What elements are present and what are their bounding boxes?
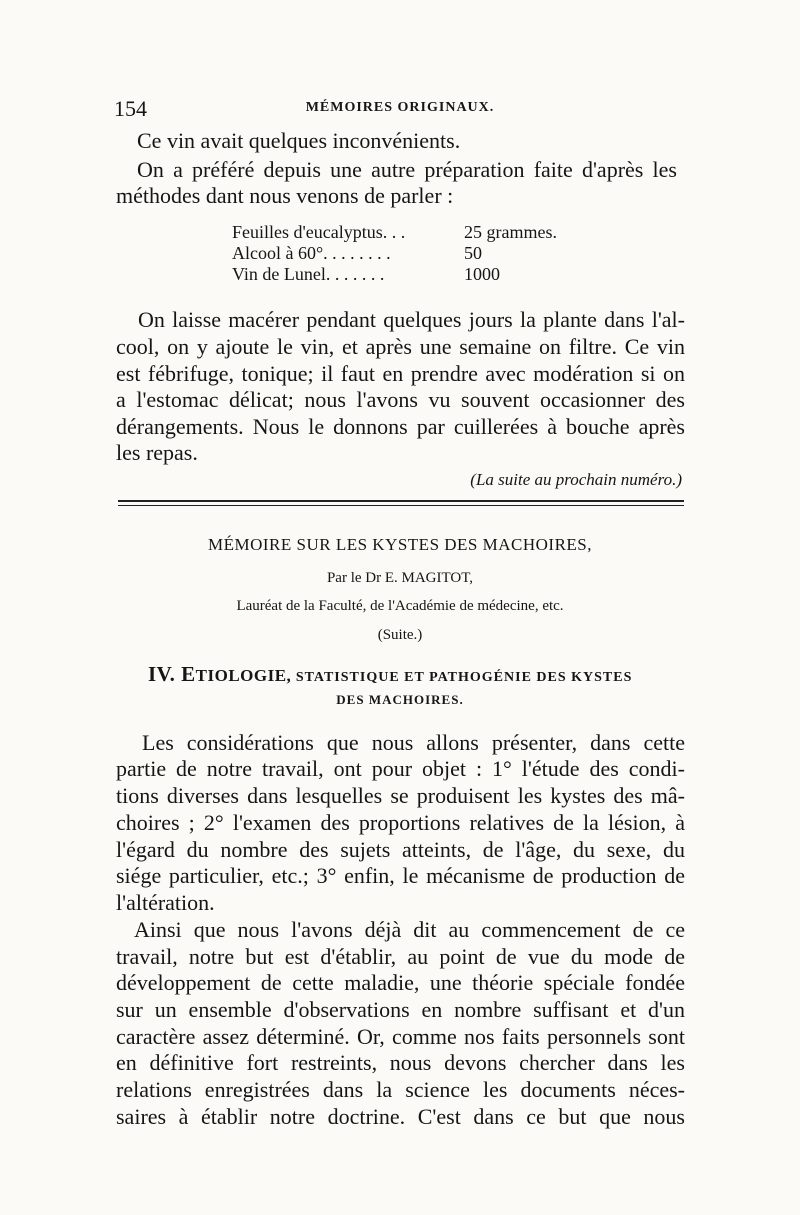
- recipe-quantity: 1000: [464, 264, 500, 284]
- text-line: a l'estomac délicat; nous l'avons vu souvent occasionner des: [116, 387, 685, 412]
- recipe-quantity: 25 grammes.: [464, 222, 557, 242]
- text-line: On a préféré depuis une autre préparation faite d'après les: [137, 157, 677, 182]
- page-number: 154: [114, 96, 147, 121]
- text-line: en définitive fort restreints, nous devons chercher dans les: [116, 1050, 685, 1075]
- text-line: dérangements. Nous le donnons par cuillerées à bouche après: [116, 414, 685, 439]
- recipe-row: [232, 264, 500, 285]
- section-numeral: IV. E: [148, 662, 196, 686]
- article-title: MÉMOIRE SUR LES KYSTES DES MACHOIRES,: [207, 535, 593, 554]
- text-line: travail, notre but est d'établir, au point de vue du mode de: [116, 944, 685, 969]
- text-line: Ainsi que nous l'avons déjà dit au commencement de ce: [134, 917, 685, 942]
- recipe-row: [232, 243, 482, 264]
- text-line: On laisse macérer pendant quelques jours la plante dans l'al-: [138, 307, 685, 332]
- text-line: l'égard du nombre des sujets atteints, de l'âge, du sexe, du: [116, 837, 685, 862]
- text-line: partie de notre travail, ont pour objet : 1° l'étude des condi-: [116, 756, 685, 781]
- text-line: Les considérations que nous allons présenter, dans cette: [142, 730, 685, 755]
- text-line: Ce vin avait quelques inconvénients.: [137, 128, 461, 153]
- recipe-ingredient: Feuilles d'eucalyptus. . .: [232, 222, 406, 242]
- recipe-ingredient: Alcool à 60°. . . . . . . .: [232, 243, 391, 263]
- section-heading: [148, 662, 638, 687]
- recipe-row: [232, 222, 557, 243]
- section-heading-continued: DES MACHOIRES.: [336, 692, 464, 707]
- text-line: saires à établir notre doctrine. C'est dans ce but que nous: [116, 1104, 685, 1129]
- text-line: choires ; 2° l'examen des proportions relatives de la lésion, à: [116, 810, 685, 835]
- article-author: Par le Dr E. MAGITOT,: [326, 570, 474, 586]
- continued-note: (La suite au prochain numéro.): [470, 470, 682, 489]
- recipe-quantity: 50: [464, 243, 482, 263]
- text-line: est fébrifuge, tonique; il faut en prendre avec modération si on: [116, 361, 685, 386]
- text-line: siége particulier, etc.; 3° enfin, le mécanisme de production de: [116, 863, 685, 888]
- section-first-word: TIOLOGIE,: [195, 666, 292, 685]
- text-line: méthodes dant nous venons de parler :: [116, 183, 454, 208]
- text-line: l'altération.: [116, 890, 215, 915]
- text-line: caractère assez déterminé. Or, comme nos faits personnels sont: [116, 1024, 685, 1049]
- recipe-ingredient: Vin de Lunel. . . . . . .: [232, 264, 385, 284]
- text-line: relations enregistrées dans la science les documents néces-: [116, 1077, 685, 1102]
- section-divider: [118, 500, 684, 502]
- section-heading-rest: STATISTIQUE ET PATHOGÉNIE DES KYSTES: [295, 670, 633, 685]
- running-title: MÉMOIRES ORIGINAUX.: [305, 100, 495, 115]
- text-line: les repas.: [116, 440, 198, 465]
- continuation-note: (Suite.): [377, 627, 423, 643]
- running-head: [114, 96, 686, 122]
- text-line: développement de cette maladie, une théorie spéciale fondée: [116, 970, 685, 995]
- author-affiliation: Lauréat de la Faculté, de l'Académie de médecine, etc.: [236, 598, 564, 614]
- section-divider: [118, 505, 684, 506]
- text-line: tions diverses dans lesquelles se produisent les kystes des mâ-: [116, 783, 685, 808]
- text-line: sur un ensemble d'observations en nombre suffisant et d'un: [116, 997, 685, 1022]
- text-line: cool, on y ajoute le vin, et après une semaine on filtre. Ce vin: [116, 334, 685, 359]
